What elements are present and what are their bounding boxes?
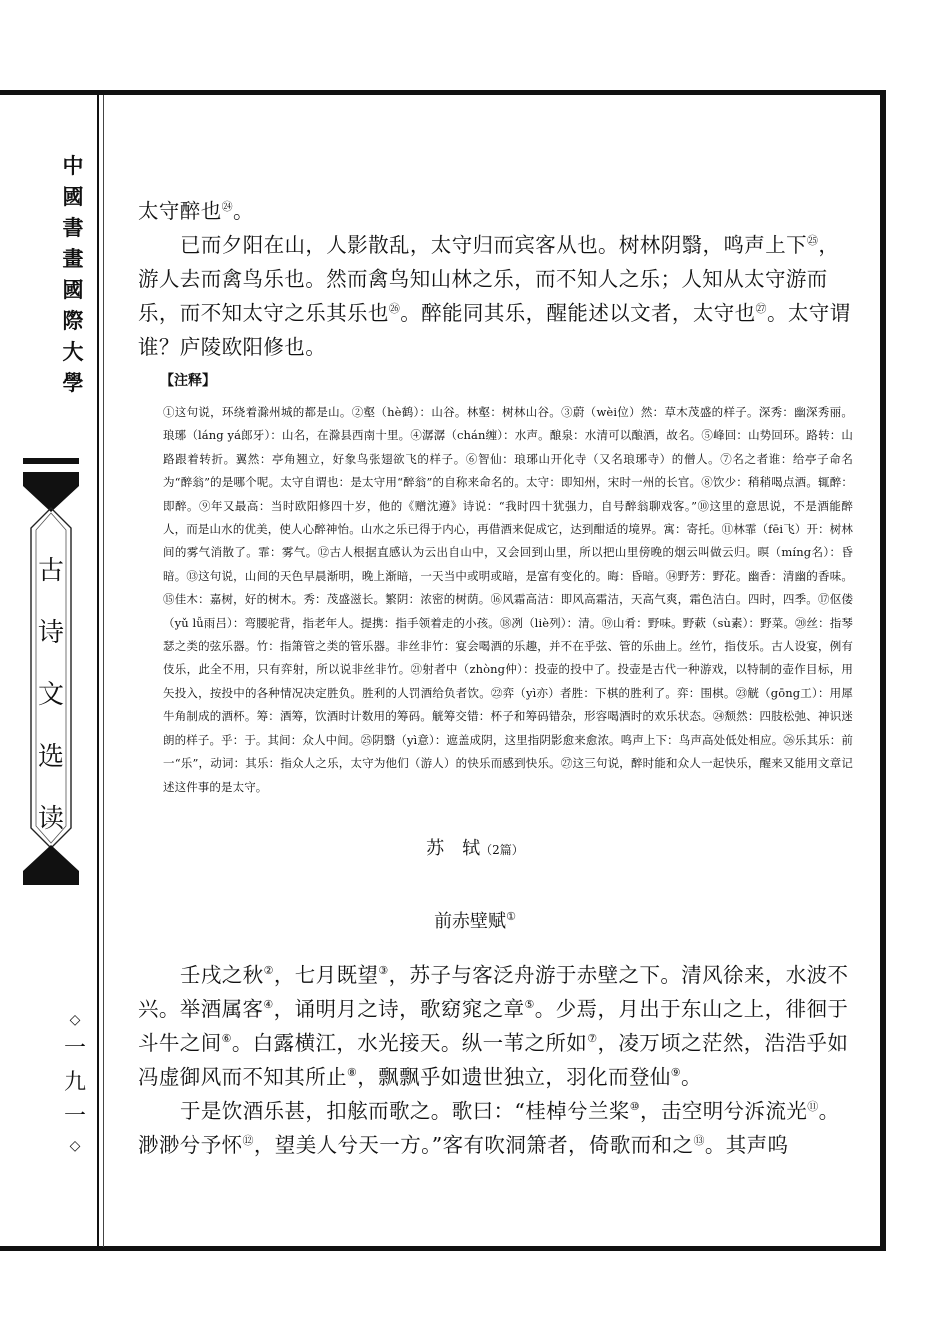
note-ref: ⑤ — [524, 998, 535, 1012]
essay-title-text: 前赤壁赋 — [434, 911, 507, 932]
spine-divider-thin — [103, 95, 104, 1247]
section-title-char: 诗 — [37, 618, 64, 648]
page-number-char: 九 — [63, 1070, 86, 1095]
text-run: ，七月既望 — [273, 963, 379, 987]
book-title-char: 國 — [62, 277, 84, 302]
page-number-char: 一 — [63, 1036, 86, 1061]
page-frame-right — [880, 90, 886, 1250]
note-ref: ⑩ — [629, 1100, 641, 1114]
note-ref: ⑪ — [807, 1100, 819, 1114]
book-title-char: 畫 — [62, 246, 84, 271]
book-title-char: 書 — [62, 215, 84, 240]
text-run: 壬戌之秋 — [180, 963, 264, 987]
note-ref: ㉖ — [388, 302, 401, 316]
book-title-char: 國 — [62, 184, 84, 209]
page-number-char: 一 — [63, 1104, 86, 1129]
text-run: ，飘飘乎如遗世独立，羽化而登仙 — [357, 1065, 671, 1089]
section-title-vertical — [35, 540, 67, 850]
page-frame-top — [0, 90, 886, 95]
section-title-char: 文 — [37, 680, 64, 710]
note-ref: ⑦ — [587, 1032, 598, 1046]
spine-divider — [97, 95, 99, 1247]
text-run: 。渺渺兮予怀 — [138, 1099, 840, 1157]
note-ref: ⑥ — [221, 1032, 232, 1046]
text-run: 。其声呜 — [704, 1133, 789, 1157]
notes-body: ①这句说，环绕着滁州城的都是山。②壑（hè鹤）：山谷。林壑：树林山谷。③蔚（wèi位）然：草木茂盛的样子。深秀：幽深秀丽。琅琊（láng yá郎牙）：山名，在滁县西南十里。④潺潺（chán缠）：水声。酿泉：水清可以酿酒，故名。⑤峰回：山势回环。路转：山路跟着转折。翼然：亭角翘立，好象鸟张翅欲飞的样子。⑥智仙：琅琊山开化寺（又名琅琊寺）的僧人。⑦名之者谁：给亭子命名为“醉翁”的是哪个呢。太守自谓也：是太守用“醉翁”的自称来命名的。太守：即知州，宋时一州的长官。⑧饮少：稍稍喝点酒。辄醉：即醉。⑨年又最高：当时欧阳修四十岁，他的《赠沈遵》诗说：“我时四十犹强力，自号醉翁聊戏客。”⑩这里的意思说，不是酒能醉人，而是山水的优美，使人心醉神怡。山水之乐已得于内心，再借酒来促成它，达到酣适的境界。寓：寄托。⑪林霏（fēi飞）开：树林间的雾气消散了。霏：雾气。⑫古人根据直感认为云出自山中，又会回到山里，所以把山里傍晚的烟云叫做云归。暝（míng名）：昏暗。⑬这句说，山间的天色早晨渐明，晚上渐暗，一天当中或明或暗，是富有变化的。晦：昏暗。⑭野芳：野花。幽香：清幽的香味。⑮佳木：嘉树，好的树木。秀：茂盛滋长。繁阴：浓密的树荫。⑯风霜高洁：即风高霜洁，天高气爽，霜色洁白。四时，四季。⑰伛偻（yǔ lǚ雨吕）：弯腰驼背，指老年人。提携：指手领着走的小孩。⑱冽（liè列）：清。⑲山肴：野味。野蔌（sù素）：野菜。⑳丝：指琴瑟之类的弦乐器。竹：指箫管之类的管乐器。非丝非竹：宴会喝酒的乐趣，并不在乎弦、管的乐曲上。丝竹，指伎乐。古人设宴，例有伎乐，此全不用，只有弈射，所以说非丝非竹。㉑射者中（zhòng仲）：投壶的投中了。投壶是古代一种游戏，以特制的壶作目标，用矢投入，按投中的各种情况决定胜负。胜利的人罚酒给负者饮。㉒弈（yì亦）者胜：下棋的胜利了。弈：围棋。㉓觥（gōng工）：用犀牛角制成的酒杯。筹：酒筹，饮酒时计数用的筹码。觥筹交错：杯子和筹码错杂，形容喝酒时的欢乐状态。㉔颓然：四肢松弛、神识迷朗的样子。乎：于。其间：众人中间。㉕阴翳（yì意）：遮盖成阴，这里指阴影愈来愈浓。鸣声上下：鸟声高处低处相应。㉖乐其乐：前一“乐”，动词：其乐：指众人之乐，太守为他们（游人）的快乐而感到快乐。㉗这三句说，醉时能和众人一起快乐，醒来又能用文章记述这件事的是太守。 — [163, 405, 853, 794]
diamond-icon: ◇ — [69, 1138, 81, 1154]
text-run: 。白露横江，水光接天。纵一苇之所如 — [231, 1031, 588, 1055]
author-heading — [0, 834, 950, 860]
paragraph — [138, 194, 858, 228]
note-ref: ⑬ — [693, 1134, 705, 1148]
text-run: 于是饮酒乐甚，扣舷而歌之。歌曰：“桂棹兮兰桨 — [180, 1099, 630, 1123]
text-run: 。 — [681, 1065, 702, 1089]
text-run: 太守醉也 — [138, 199, 222, 223]
essay-title — [0, 907, 950, 933]
text-run: ，游人去而禽鸟乐也。然而禽鸟知山林之乐，而不知人之乐；人知从太守游而乐，而不知太守之乐其乐也 — [138, 233, 840, 325]
text-run: ，击空明兮泝流光 — [640, 1099, 808, 1123]
note-ref: ① — [506, 910, 516, 923]
text-run: ，凌万顷之茫然，浩浩乎如冯虚御风而不知其所止 — [138, 1031, 849, 1089]
main-text-top — [138, 194, 858, 364]
text-run: 。 — [233, 199, 254, 223]
book-title-char: 中 — [62, 153, 84, 178]
note-ref: ㉕ — [807, 234, 819, 248]
text-run: ，诵明月之诗，歌窈窕之章 — [273, 997, 525, 1021]
author-name: 苏 轼 — [426, 838, 481, 859]
note-ref: ⑧ — [347, 1066, 358, 1080]
main-text-essay — [138, 958, 858, 1162]
paragraph — [138, 228, 858, 364]
book-title-vertical — [58, 150, 88, 398]
note-ref: ② — [263, 964, 274, 978]
book-title-char: 學 — [62, 370, 84, 395]
book-title-char: 大 — [62, 339, 84, 364]
note-ref: ③ — [378, 964, 389, 978]
book-title-char: 際 — [62, 308, 84, 333]
note-ref: ㉗ — [755, 302, 767, 316]
page-frame-bottom — [0, 1246, 886, 1251]
notes-heading: 【注释】 — [160, 373, 216, 389]
section-title-char: 选 — [37, 742, 64, 772]
text-run: 。太守谓谁？庐陵欧阳修也。 — [138, 301, 851, 359]
text-run: 已而夕阳在山，人影散乱，太守归而宾客从也。树林阴翳，鸣声上下 — [180, 233, 807, 257]
cartouche-bar-bottom — [23, 879, 79, 885]
diamond-icon: ◇ — [69, 1012, 81, 1028]
note-ref: ⑨ — [670, 1066, 682, 1080]
paragraph — [138, 958, 858, 1094]
section-title-char: 古 — [37, 556, 64, 586]
note-ref: ㉔ — [221, 200, 234, 214]
section-title-char: 读 — [37, 804, 64, 834]
author-note: （2篇） — [480, 843, 524, 857]
text-run: 。少焉，月出于东山之上，徘徊于斗牛之间 — [138, 997, 849, 1055]
page-number-vertical — [60, 1008, 90, 1158]
cartouche-bar-top — [23, 458, 79, 464]
note-ref: ④ — [263, 998, 274, 1012]
text-run: ，望美人兮天一方。”客有吹洞箫者，倚歌而和之 — [253, 1133, 694, 1157]
note-ref: ⑫ — [242, 1134, 254, 1148]
text-run: ，苏子与客泛舟游于赤壁之下。清风徐来，水波不兴。举酒属客 — [138, 963, 849, 1021]
text-run: 。醉能同其乐，醒能述以文者，太守也 — [400, 301, 756, 325]
paragraph — [138, 1094, 858, 1162]
